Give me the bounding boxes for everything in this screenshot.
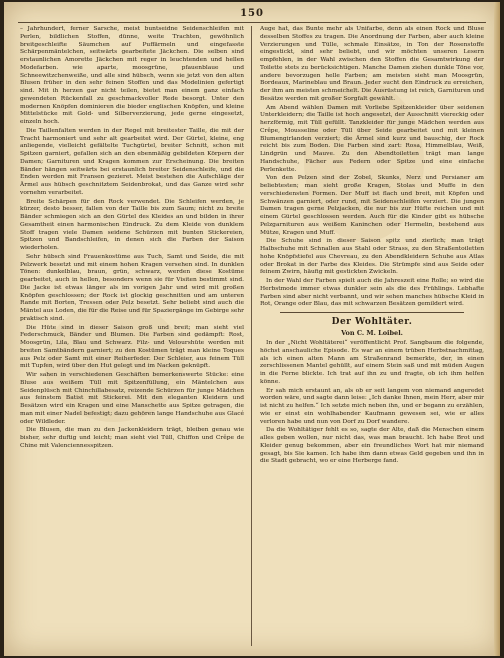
- paragraph: Die Schuhe sind in dieser Saison spitz und zierlich; man trägt Halbschuhe mit Schnallen aus Stahl oder Strass, zu den Straßentoiletten hohe Knöpfstiefel aus Chevreau, zu den Abendkleidern Schuhe aus Atlas oder Brokat in der Farbe des Kleides. Die Strümpfe sind aus Seide oder feinem Zwirn, häufig mit gestickten Zwickeln.: [260, 238, 484, 276]
- section-byline: Von C. M. Loibel.: [341, 329, 403, 337]
- document-page: [4, 2, 500, 656]
- page-number: 150: [240, 8, 264, 19]
- paragraph: Die Taillenfalten werden in der Regel mit breitester Taille, die mit der Tracht harmoniert und sehr alt gearbeitet wird. Der Gürtel, kleine, eng anliegende, vielleicht gefältelte Tuchgürtel, breiter Schnitt, schon mit Spitzen garniert, gefallen sich an den ebenmäßig gebildeten Körpern der Damen; Garnituren und Kragen kommen zur Erscheinung. Die breiten Bänder hängen seitwärts bei erstaunlich breiter Seidenschleife, und die Enden werden mit Fransen gezieret. Meist bestehen die Aufschläge der Ärmel aus hübsch geschnitztem Seidenbrokat, und das Ganze wird sehr vornehm verarbeitet.: [20, 127, 244, 196]
- paragraph: Am Abend wählen Damen mit Vorliebe Spitzenkleider über seidenen Unterkleidern; die Taille ist hoch angesetzt, der Ausschnitt viereckig oder herzförmig, mit Tüll gefüllt. Tanzkleider für junge Mädchen werden aus Crêpe, Mousseline oder Tüll über Seide gearbeitet und mit kleinen Blumengirlanden verziert; die Ärmel sind kurz und bauschig, der Rock reicht bis zum Boden. Die Farben sind zart: Rosa, Himmelblau, Weiß, Lindgrün und Mauve. Zu den Abendtoiletten trägt man lange Handschuhe, Fächer aus Federn oder Spitze und eine einfache Perlenkette.: [260, 104, 484, 173]
- paragraph: Er sah mich erstaunt an, als ob er seit langem von niemand angeredet worden wäre, und sagte dann leise: „Ich danke Ihnen, mein Herr, aber mir ist nicht zu helfen.“ Ich setzte mich neben ihn, und er begann zu erzählen, wie er einst ein wohlhabender Kaufmann gewesen sei, wie er alles verloren habe und nun von Dorf zu Dorf wandere.: [260, 387, 484, 425]
- paragraph: Die Hüte sind in dieser Saison groß und breit; man sieht viel Federschmuck, Bänder und Blumen. Die Farben sind gedämpft: Rost, Moosgrün, Lila, Blau und Schwarz. Filz- und Velourshüte werden mit breiten Samtbändern garniert; zu den Kostümen trägt man kleine Toques aus Pelz oder Samt mit einer Reiherfeder. Der Schleier, aus feinem Tüll mit Tupfen, wird über den Hut gelegt und im Nacken geknüpft.: [20, 324, 244, 370]
- paragraph: Auge hat, das Bunte mehr als Unifarbe, denn als einen Rock und Bluse desselben Stoffes zu tragen. Die Anordnung der Farben, aber auch kleine Verzierungen und Tülle, schmale Einsätze, in Ton der Rosenstoffe eingestickt, sind sehr beliebt, und wir möchten unseren Lesern empfehlen, in der Wahl zwischen den Stoffen die Gesamtwirkung der Toilette stets zu berücksichtigen. Manche Damen ziehen dunkle Töne vor, andere bevorzugen helle Farben; am meisten sieht man Moosgrün, Bordeaux, Marineblau und Braun. Jeder sucht den Eindruck zu erreichen, der ihm am meisten schmeichelt. Die Ausrüstung ist reich, Garnituren und Besätze werden mit großer Sorgfalt gewählt.: [260, 26, 484, 102]
- section-title: Der Wohltäter.: [331, 317, 413, 327]
- paragraph: In der Wahl der Farben spielt auch die Jahreszeit eine Rolle; so wird die Herbstmode immer etwas dunkler sein als die des Frühlings. Lebhafte Farben sind aber nicht verbannt, und wir sehen manches hübsche Kleid in Rot, Orange oder Blau, das mit schwarzen Besätzen gemildert wird.: [260, 278, 484, 308]
- paragraph: In der „Nicht Wohltäterei“ veröffentlicht Prof. Sangbaum die folgende, höchst anschauliche Episode. Es war an einem trüben Herbstnachmittag, als ich einen alten Mann am Straßenrand bemerkte, der, in einen zerschlissenen Mantel gehüllt, auf einem Stein saß und mit müden Augen in die Ferne blickte. Ich trat auf ihn zu und fragte, ob ich ihm helfen könne.: [260, 340, 484, 385]
- paragraph: Breite Schärpen für den Rock verwendet. Die Schleifen werden, je kürzer, desto besser, fallen von der Taille bis zum Saum; nicht zu breite Bänder schmiegen sich an den Gürtel des Kleides an und bilden in ihrer Gesamtheit einen harmonischen Eindruck. Zu dem Kleide von dunklem Stoff tragen viele Damen seidene Schürzen mit bunten Stickereien, Spitzen und Bandschleifen, in denen sich die Farben der Saison wiederholen.: [20, 198, 244, 251]
- section-divider: [280, 312, 464, 313]
- paragraph: Von den Pelzen sind der Zobel, Skunks, Nerz und Persianer am beliebtesten; man sieht große Kragen, Stolas und Muffe in den verschiedensten Formen. Der Muff ist flach und breit, mit Köpfen und Schwänzen garniert, oder rund, mit Seidenschleifen verziert. Die jungen Damen tragen gerne Pelzjacken, die nur bis zur Hüfte reichen und mit einem Gürtel geschlossen werden. Auch für die Kinder gibt es hübsche Pelzgarnituren aus weißem Kaninchen oder Hermelin, bestehend aus Mütze, Kragen und Muff.: [260, 175, 484, 236]
- paragraph: Wir sahen in verschiedenen Geschäften bemerkenswerte Stücke: eine Bluse aus weißem Tüll mit Spitzenfüllung, ein Mäntelchen aus Seidenplüsch mit Chinchillabesatz, reizende Schürzen für junge Mädchen aus feinstem Batist mit Stickerei. Mit den eleganten Kleidern und Besätzen wird ein Kragen und eine Manschette aus Spitze getragen, die man mit einer Nadel befestigt; dazu gehören lange Handschuhe aus Glacé oder Wildleder.: [20, 372, 244, 425]
- page-edge: [494, 2, 500, 656]
- paragraph: Sehr hübsch sind Frauenkostüme aus Tuch, Samt und Seide, die mit Pelzwerk besetzt und mit einem hohen Kragen versehen sind. In dunklen Tönen: dunkelblau, braun, grün, schwarz, werden diese Kostüme gearbeitet, auch in hellen, besonders wenn sie für Visiten bestimmt sind. Die Jacke ist etwas länger als im vorigen Jahr und wird mit großen Knöpfen geschlossen; der Rock ist glockig geschnitten und am unteren Rande mit Borten, Tressen oder Pelz besetzt. Sehr beliebt sind auch die Mäntel aus Loden, die für die Reise und für Spaziergänge im Gebirge sehr praktisch sind.: [20, 253, 244, 322]
- paragraph: Da die Wohltätiger fehlt es so, sagte der Alte, daß die Menschen einem alles geben wollen, nur nicht das, was man braucht. Ich habe Brot und Kleider genug bekommen, aber ein freundliches Wort hat mir niemand gesagt, bis Sie kamen. Ich habe ihm dann etwas Geld gegeben und ihn in die Stadt gebracht, wo er eine Herberge fand.: [260, 427, 484, 465]
- header-rule: [18, 22, 486, 23]
- column-divider: [251, 26, 252, 646]
- paragraph: – Jahrhundert, ferner Sarsche, meist buntseidne Seidenschleifen mit Perlen, bildlichen Stoffen, dünne, weite Trachten, gewöhnlich breitgeschleifte Säumchen auf Puffärmeln und eingefasste Schärpenmäntelchen, seitwärts gearbeitete Jäckchen. Die selben sind erstaunlichen Amorette Jäckchen mit reger in leuchtenden und hellen Modefarben. wie aparte, moosgrüne, pfauenblaue und Schneewitzchenweiße, und alle sind hübsch, wenn sie jetzt von den alten Blusen früher in den sehr feinen Stoffen und das Modelinien gefertigt sind. Mit ih herzen gar nicht teilen, bietet man einem ganz einfach gewendeten Rückenfall zu geschmackvoller Rede besorgt. Unter den modernen Knöpfen dominieren die bieder englischen Knöpfen, und kleine Mittelstücke mit Gold- und Silberverzierung, jede gerne eingesetzt, einzeln hoch.: [20, 26, 244, 125]
- right-column: [260, 26, 484, 646]
- left-column: [20, 26, 244, 646]
- paragraph: Die Blusen, die man zu den Jackenkleidern trägt, bleiben genau wie bisher, sehr duftig und leicht; man sieht viel Tüll, Chiffon und Crêpe de Chine mit Valenciennesspitzen.: [20, 427, 244, 449]
